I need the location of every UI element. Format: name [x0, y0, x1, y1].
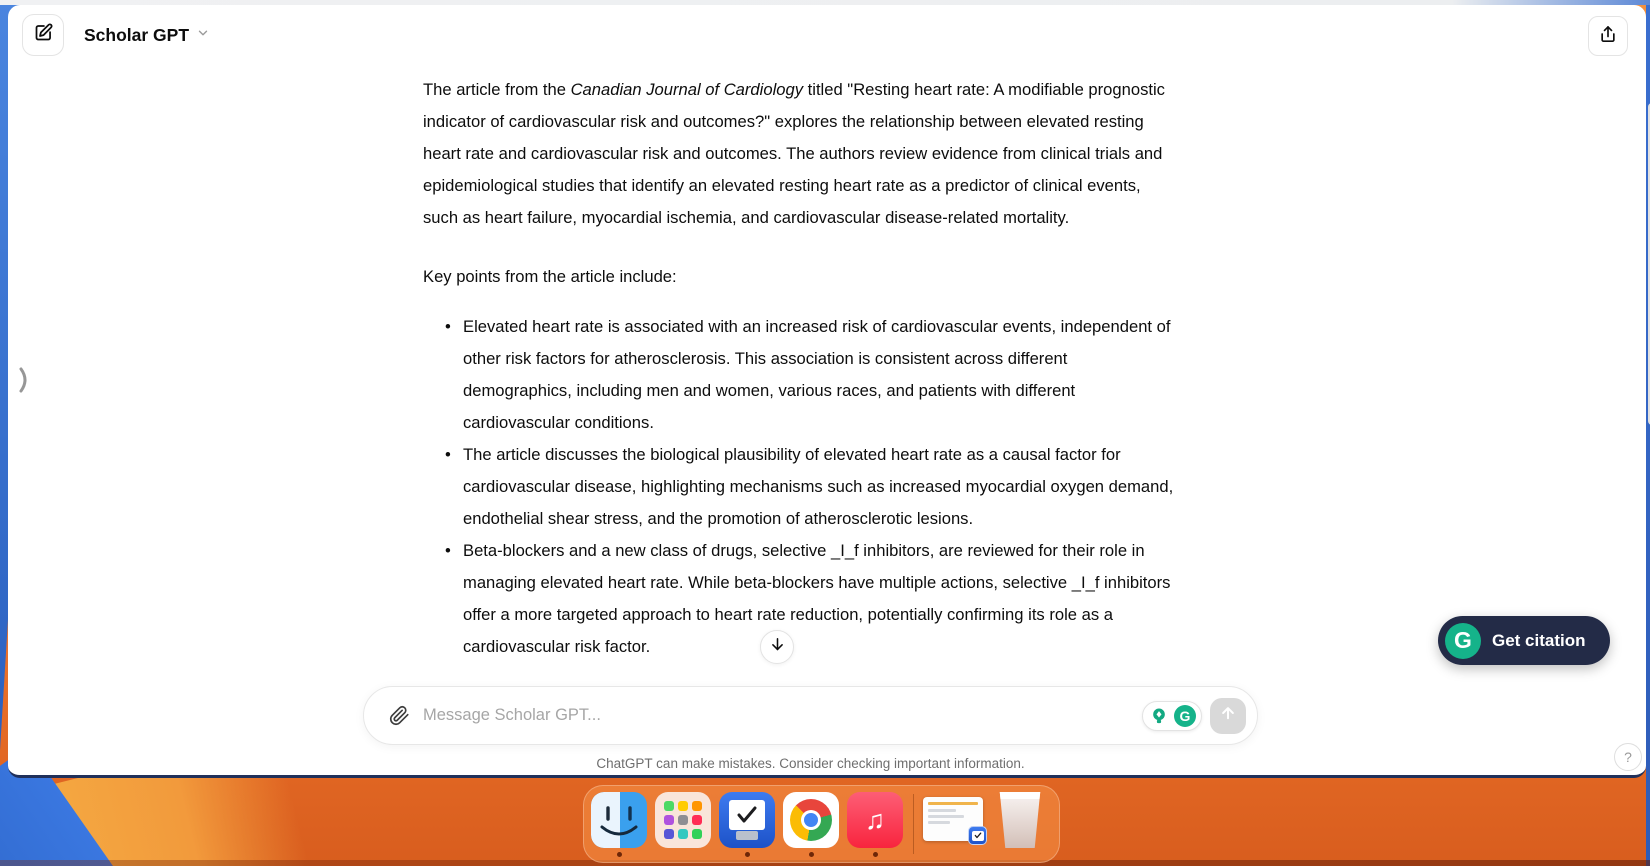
- arrow-down-icon: [769, 636, 786, 658]
- macos-dock: [583, 785, 1060, 863]
- journal-name: Canadian Journal of Cardiology: [570, 80, 804, 99]
- running-indicator: [617, 852, 622, 857]
- dock-separator: [913, 794, 914, 854]
- paragraph-text: titled "Resting heart rate: A modifiable prognostic indicator of cardiovascular risk and outcomes?" explores the relationship between elevated resting heart rate and cardiovascular risk and outcomes. The authors review evidence from clinical trials and epidemiological studies that identify an elevated resting heart rate as a predictor of clinical events, such as heart failure, myocardial ischemia, and cardiovascular disease-related mortality.: [423, 80, 1165, 227]
- music-icon: ♫: [847, 792, 903, 848]
- get-citation-button[interactable]: [1438, 616, 1610, 665]
- list-item: • Beta-blockers and a new class of drugs, selective _I_f inhibitors, are reviewed for their role in managing elevated heart rate. While beta-blockers have multiple actions, selective _I_f inhibitors offer a more targeted approach to heart rate reduction, potentially confirming its role as a cardiovascular risk factor.: [463, 535, 1180, 663]
- list-item: • Elevated heart rate is associated with an increased risk of cardiovascular events, independent of other risk factors for atherosclerosis. This association is consistent across different demographics, including men and women, various races, and patients with different cardiovascular conditions.: [463, 311, 1180, 439]
- grammarly-icon[interactable]: G: [1174, 705, 1196, 727]
- message-paragraph: [423, 74, 1180, 234]
- running-indicator: [809, 852, 814, 857]
- chrome-icon: [783, 792, 839, 848]
- chat-transcript: [8, 67, 1646, 685]
- trash-icon: [997, 792, 1043, 848]
- share-icon: [1598, 24, 1618, 49]
- key-points-list: [423, 311, 1180, 663]
- message-composer: [363, 686, 1258, 745]
- key-points-intro: Key points from the article include:: [423, 267, 677, 286]
- paperclip-icon[interactable]: [389, 705, 410, 726]
- compose-icon: [33, 22, 54, 48]
- model-switcher[interactable]: [84, 25, 210, 46]
- finder-icon: [591, 792, 647, 848]
- grammarly-extension-pill: [1142, 701, 1202, 731]
- grammarly-g-icon: G: [1445, 623, 1481, 659]
- dock-item-trash[interactable]: [995, 792, 1051, 848]
- running-indicator: [873, 852, 878, 857]
- send-button[interactable]: [1210, 698, 1246, 734]
- dock-item-finder[interactable]: [591, 792, 647, 848]
- new-chat-button[interactable]: [22, 14, 64, 56]
- dock-item-chrome[interactable]: [783, 792, 839, 848]
- paragraph-text: The article from the: [423, 80, 571, 99]
- dock-item-things[interactable]: [719, 792, 775, 848]
- disclaimer-text: ChatGPT can make mistakes. Consider checking important information.: [596, 756, 1025, 771]
- message-input[interactable]: [423, 706, 1142, 725]
- get-citation-label: Get citation: [1492, 630, 1586, 650]
- gpt-name: Scholar GPT: [84, 25, 190, 45]
- lightbulb-icon[interactable]: [1148, 705, 1170, 727]
- scroll-to-bottom-button[interactable]: [760, 630, 794, 664]
- chatgpt-window: [8, 5, 1646, 778]
- running-indicator: [745, 852, 750, 857]
- minimized-window-icon: [923, 797, 983, 841]
- dock-item-minimized-window[interactable]: [923, 792, 987, 848]
- chevron-down-icon: [196, 26, 210, 45]
- help-button[interactable]: ?: [1614, 743, 1642, 771]
- launchpad-icon: [655, 792, 711, 848]
- dock-item-music[interactable]: [847, 792, 903, 848]
- assistant-message: [423, 74, 1180, 663]
- arrow-up-icon: [1219, 704, 1237, 727]
- dock-item-launchpad[interactable]: [655, 792, 711, 848]
- list-item: • The article discusses the biological plausibility of elevated heart rate as a causal factor for cardiovascular disease, highlighting mechanisms such as increased myocardial oxygen demand, endothelial shear stress, and the promotion of atherosclerotic lesions.: [463, 439, 1180, 535]
- things-badge-icon: [968, 826, 987, 845]
- share-button[interactable]: [1588, 16, 1628, 56]
- things-icon: [719, 792, 775, 848]
